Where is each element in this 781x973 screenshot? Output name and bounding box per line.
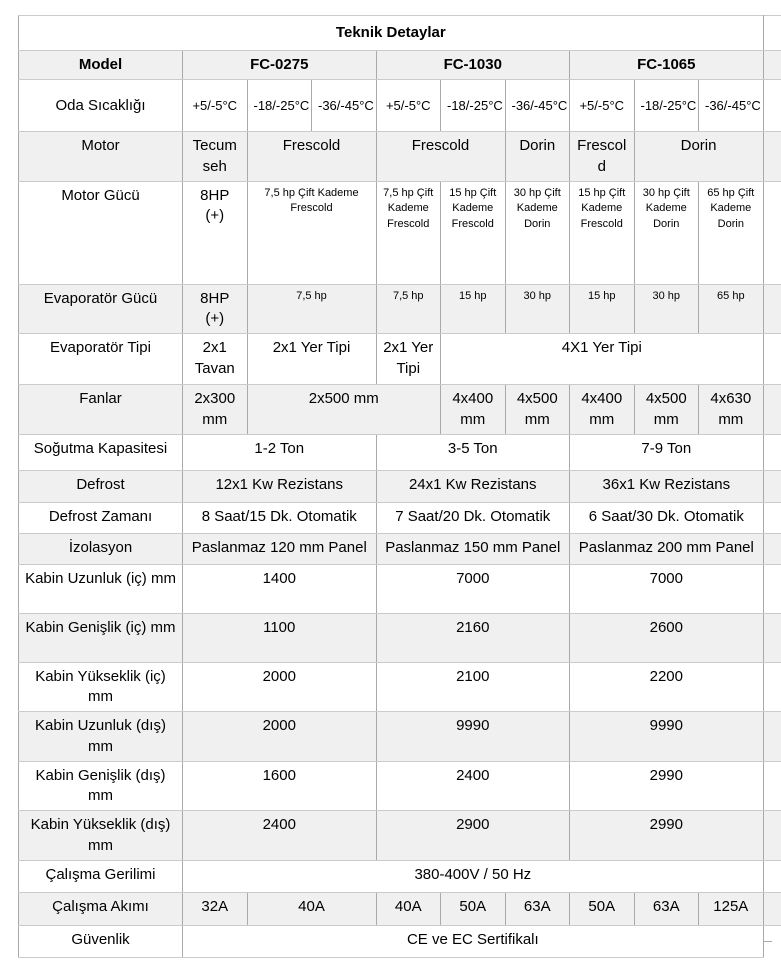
overflow-strip-cell [763, 334, 781, 385]
spec-cell: Dorin [505, 132, 570, 182]
spec-cell: 36x1 Kw Rezistans [570, 470, 764, 502]
motor-power-row [19, 181, 781, 284]
spec-cell: 2990 [570, 811, 764, 861]
spec-cell: 1600 [183, 761, 377, 811]
table-title: Teknik Detaylar [19, 16, 764, 51]
spec-cell: 2x1 Tavan [183, 334, 248, 385]
spec-cell: 63A [505, 892, 570, 925]
spec-cell: Paslanmaz 120 mm Panel [183, 533, 377, 564]
spec-cell: 4x400 mm [441, 385, 506, 435]
spec-cell: 1-2 Ton [183, 434, 377, 470]
temperature-cell: -36/-45°C [312, 80, 377, 132]
table-corner-mark [763, 941, 764, 949]
row-label: Oda Sıcaklığı [19, 80, 183, 132]
row-label: Güvenlik [19, 925, 183, 957]
cabin-height-outer-row [19, 811, 781, 861]
overflow-strip-cell [763, 385, 781, 435]
spec-cell: 2400 [183, 811, 377, 861]
overflow-strip-cell [763, 892, 781, 925]
spec-cell: 2200 [570, 662, 764, 712]
overflow-strip-cell [763, 860, 781, 892]
spec-cell: Paslanmaz 150 mm Panel [376, 533, 570, 564]
row-label: Motor [19, 132, 183, 182]
overflow-strip-cell [763, 712, 781, 762]
spec-cell: 9990 [376, 712, 570, 762]
spec-cell: 40A [376, 892, 441, 925]
spec-cell: 7,5 hp Çift Kademe Frescold [376, 181, 441, 284]
operating-current-row [19, 892, 781, 925]
temperature-cell: -36/-45°C [699, 80, 764, 132]
row-label: Kabin Yükseklik (dış) mm [19, 811, 183, 861]
overflow-strip-cell [763, 51, 781, 80]
model-header: Model [19, 51, 183, 80]
spec-cell: 6 Saat/30 Dk. Otomatik [570, 502, 764, 533]
temperature-cell: -18/-25°C [247, 80, 312, 132]
row-label: Soğutma Kapasitesi [19, 434, 183, 470]
cabin-height-inner-row [19, 662, 781, 712]
cabin-width-outer-row [19, 761, 781, 811]
spec-cell: Frescold [570, 132, 635, 182]
spec-cell: 4X1 Yer Tipi [441, 334, 764, 385]
spec-cell: 9990 [570, 712, 764, 762]
spec-cell: 7000 [570, 564, 764, 613]
spec-cell: 7,5 hp [376, 284, 441, 334]
spec-cell: 30 hp [634, 284, 699, 334]
technical-details-table [18, 15, 781, 958]
spec-cell: 7-9 Ton [570, 434, 764, 470]
spec-cell: 30 hp Çift Kademe Dorin [505, 181, 570, 284]
overflow-strip-cell [763, 434, 781, 470]
overflow-strip-cell [763, 761, 781, 811]
temperature-cell: -36/-45°C [505, 80, 570, 132]
spec-cell: 2x500 mm [247, 385, 441, 435]
spec-cell: 7,5 hp Çift Kademe Frescold [247, 181, 376, 284]
spec-cell: 65 hp [699, 284, 764, 334]
spec-cell: 125A [699, 892, 764, 925]
spec-cell: 8 Saat/15 Dk. Otomatik [183, 502, 377, 533]
spec-cell: 8HP (+) [183, 181, 248, 284]
spec-cell: 50A [570, 892, 635, 925]
spec-cell: Paslanmaz 200 mm Panel [570, 533, 764, 564]
spec-cell: Frescold [376, 132, 505, 182]
title-row [19, 16, 781, 51]
spec-cell: 15 hp [441, 284, 506, 334]
spec-table-body [19, 16, 781, 958]
operating-voltage-row [19, 860, 781, 892]
temperature-cell: -18/-25°C [634, 80, 699, 132]
overflow-strip-cell [763, 662, 781, 712]
spec-cell: Dorin [634, 132, 763, 182]
overflow-strip-cell [763, 613, 781, 662]
spec-cell: 65 hp Çift Kademe Dorin [699, 181, 764, 284]
spec-cell: 30 hp [505, 284, 570, 334]
safety-row [19, 925, 781, 957]
spec-cell: 3-5 Ton [376, 434, 570, 470]
spec-cell: 4x630 mm [699, 385, 764, 435]
spec-cell: 2400 [376, 761, 570, 811]
spec-cell: 380-400V / 50 Hz [183, 860, 764, 892]
overflow-strip-cell [763, 80, 781, 132]
spec-cell: 2000 [183, 662, 377, 712]
spec-cell: 1100 [183, 613, 377, 662]
overflow-strip-cell [763, 181, 781, 284]
temperature-cell: +5/-5°C [570, 80, 635, 132]
spec-cell: 15 hp Çift Kademe Frescold [570, 181, 635, 284]
row-label: Kabin Uzunluk (dış) mm [19, 712, 183, 762]
overflow-strip-cell [763, 284, 781, 334]
spec-cell: 2100 [376, 662, 570, 712]
spec-cell: 2x300 mm [183, 385, 248, 435]
overflow-strip-cell [763, 16, 781, 51]
spec-cell: 4x500 mm [505, 385, 570, 435]
row-label: Çalışma Gerilimi [19, 860, 183, 892]
spec-cell: 2990 [570, 761, 764, 811]
model-header: FC-1030 [376, 51, 570, 80]
model-header-row [19, 51, 781, 80]
row-label: Evaporatör Tipi [19, 334, 183, 385]
spec-cell: 2900 [376, 811, 570, 861]
spec-cell: 24x1 Kw Rezistans [376, 470, 570, 502]
spec-cell: 7 Saat/20 Dk. Otomatik [376, 502, 570, 533]
overflow-strip-cell [763, 564, 781, 613]
spec-cell: 4x500 mm [634, 385, 699, 435]
cabin-length-inner-row [19, 564, 781, 613]
spec-cell: CE ve EC Sertifikalı [183, 925, 764, 957]
row-label: Kabin Uzunluk (iç) mm [19, 564, 183, 613]
spec-cell: 30 hp Çift Kademe Dorin [634, 181, 699, 284]
spec-cell: 32A [183, 892, 248, 925]
model-header: FC-1065 [570, 51, 764, 80]
spec-cell: 2600 [570, 613, 764, 662]
spec-cell: 63A [634, 892, 699, 925]
temperature-cell: +5/-5°C [376, 80, 441, 132]
cabin-width-inner-row [19, 613, 781, 662]
table-corner-mark [763, 941, 772, 942]
spec-cell: 7000 [376, 564, 570, 613]
defrost-row [19, 470, 781, 502]
spec-cell: 12x1 Kw Rezistans [183, 470, 377, 502]
insulation-row [19, 533, 781, 564]
row-label: Çalışma Akımı [19, 892, 183, 925]
overflow-strip-cell [763, 533, 781, 564]
spec-cell: 2000 [183, 712, 377, 762]
temperature-cell: +5/-5°C [183, 80, 248, 132]
temperature-cell: -18/-25°C [441, 80, 506, 132]
spec-cell: Tecumseh [183, 132, 248, 182]
room-temperature-row [19, 80, 781, 132]
row-label: Evaporatör Gücü [19, 284, 183, 334]
spec-cell: 15 hp Çift Kademe Frescold [441, 181, 506, 284]
spec-cell: 2160 [376, 613, 570, 662]
row-label: Kabin Yükseklik (iç) mm [19, 662, 183, 712]
spec-cell: 8HP (+) [183, 284, 248, 334]
cabin-length-outer-row [19, 712, 781, 762]
row-label: Defrost Zamanı [19, 502, 183, 533]
model-header: FC-0275 [183, 51, 377, 80]
overflow-strip-cell [763, 132, 781, 182]
spec-cell: 4x400 mm [570, 385, 635, 435]
spec-cell: 1400 [183, 564, 377, 613]
evaporator-type-row [19, 334, 781, 385]
fans-row [19, 385, 781, 435]
spec-cell: 40A [247, 892, 376, 925]
row-label: Kabin Genişlik (dış) mm [19, 761, 183, 811]
spec-cell: 15 hp [570, 284, 635, 334]
row-label: Fanlar [19, 385, 183, 435]
row-label: Motor Gücü [19, 181, 183, 284]
motor-row [19, 132, 781, 182]
defrost-time-row [19, 502, 781, 533]
overflow-strip-cell [763, 502, 781, 533]
spec-cell: 7,5 hp [247, 284, 376, 334]
spec-cell: Frescold [247, 132, 376, 182]
spec-cell: 2x1 Yer Tipi [247, 334, 376, 385]
overflow-strip-cell [763, 811, 781, 861]
row-label: Defrost [19, 470, 183, 502]
overflow-strip-cell [763, 470, 781, 502]
spec-cell: 2x1 Yer Tipi [376, 334, 441, 385]
cooling-capacity-row [19, 434, 781, 470]
evaporator-power-row [19, 284, 781, 334]
row-label: İzolasyon [19, 533, 183, 564]
row-label: Kabin Genişlik (iç) mm [19, 613, 183, 662]
spec-cell: 50A [441, 892, 506, 925]
